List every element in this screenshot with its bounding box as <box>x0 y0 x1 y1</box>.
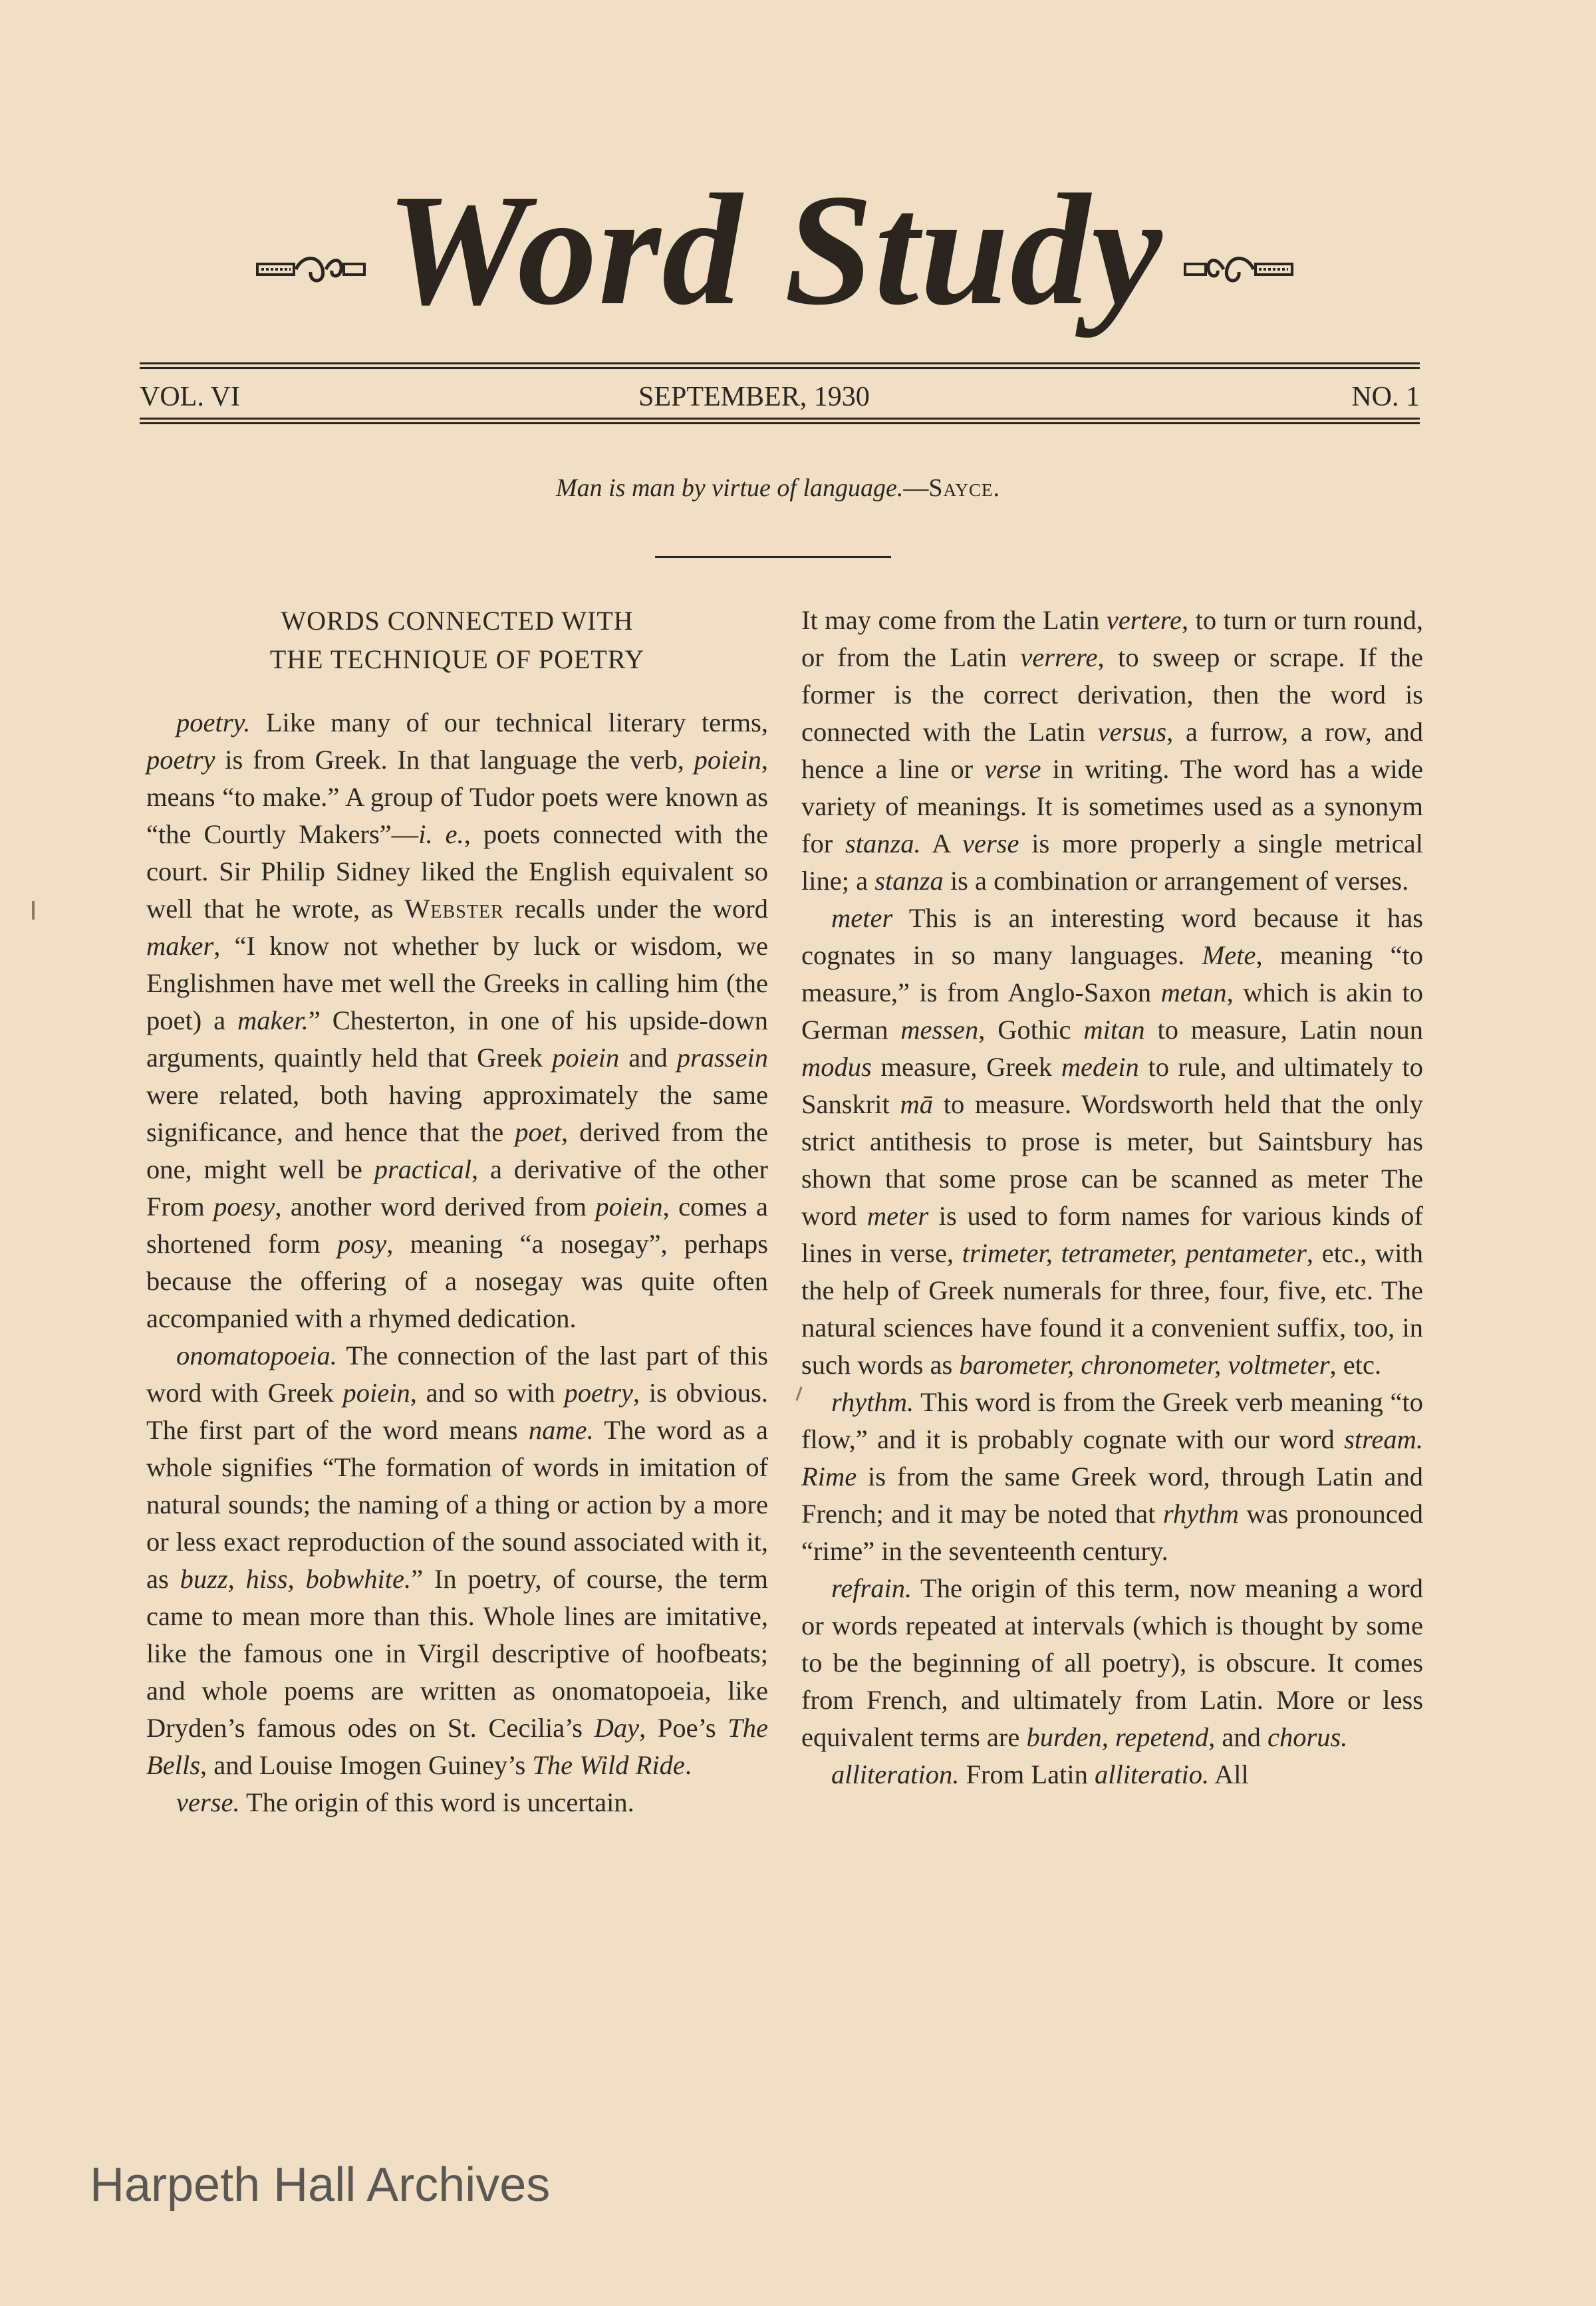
epigraph-quote: Man is man by virtue of language. <box>555 474 904 502</box>
issue-line <box>140 376 1420 416</box>
entry-refrain: refrain. The origin of this term, now meaning a word or words repeated at intervals (which is thought by some to be the beginning of all poetry), is obscure. It comes from French, and ultimately from Latin. More or less equivalent terms are burden, repetend, and chorus. <box>801 1573 1423 1752</box>
entry-term: poetry. <box>176 707 251 737</box>
scroll-ornament-icon <box>1184 249 1293 289</box>
issue-number: NO. 1 <box>1351 382 1420 412</box>
scroll-ornament-icon <box>256 249 366 289</box>
entry-alliteration: alliteration. From Latin alliteratio. All <box>831 1759 1249 1789</box>
entry-poetry: poetry. Like many of our technical literary terms, poetry is from Greek. In that language the verb, poiein, means “to make.” A group of Tudor poets were known as “the Courtly Makers”—i. e., poets connected with the court. Sir Philip Sidney liked the English equivalent so well that he wrote, as Webster recalls under the word maker, “I know not whether by luck or wisdom, we Englishmen have met well the Greeks in calling him (the poet) a maker.” Chesterton, in one of his upside-down arguments, quaintly held that Greek poiein and prassein were related, both having approximately the same significance, and hence that the poet, derived from the one, might well be practical, a derivative of the other From poesy, another word derived from poiein, comes a shortened form posy, meaning “a nosegay”, perhaps because the offering of a nosegay was quite often accompanied with a rhymed dedication. <box>146 707 769 1333</box>
epigraph <box>133 473 1423 503</box>
entry-term: alliteration. <box>831 1759 960 1789</box>
left-column <box>146 602 768 1821</box>
volume-label: VOL. VI <box>140 382 240 412</box>
entry-term: verse. <box>176 1787 240 1817</box>
entry-meter: meter This is an interesting word because it has cognates in so many languages. Mete, meaning “to measure,” is from Anglo-Saxon metan, which is akin to German messen, Gothic mitan to measure, Latin noun modus measure, Greek medein to rule, and ultimately to Sanskrit mā to measure. Wordsworth held that the only strict antithesis to prose is meter, but Saintsbury has shown that some prose can be scanned as meter The word meter is used to form names for various kinds of lines in verse, trimeter, tetrameter, pentameter, etc., with the help of Greek numerals for three, four, five, etc. The natural sciences have found it a convenient suffix, too, in such words as barometer, chronometer, voltmeter, etc. <box>801 903 1424 1380</box>
entry-onomatopoeia: onomatopoeia. The connection of the last part of this word with Greek poiein, and so with poetry, is obvious. The first part of the word means name. The word as a whole signifies “The formation of words in imitation of natural sounds; the naming of a thing or action by a more or less exact reproduction of the sound associated with it, as buzz, hiss, bobwhite.” In poetry, of course, the term came to mean more than this. Whole lines are imitative, like the famous one in Virgil descriptive of hoofbeats; and whole poems are written as onomatopoeia, like Dryden’s famous odes on St. Cecilia’s Day, Poe’s The Bells, and Louise Imogen Guiney’s The Wild Ride. <box>146 1341 768 1780</box>
entry-rhythm: rhythm. This word is from the Greek verb meaning “to flow,” and it is probably cognate with our word stream. Rime is from the same Greek word, through Latin and French; and it may be noted that rhythm was pronounced “rime” in the seventeenth century. <box>801 1387 1423 1566</box>
entry-verse-continued: It may come from the Latin vertere, to turn or turn round, or from the Latin verrere, to sweep or scrape. If the former is the correct derivation, then the word is connected with the Latin versus, a furrow, a row, and hence a line or verse in writing. The word has a wide variety of meanings. It is sometimes used as a synonym for stanza. A verse is more properly a single metrical line; a stanza is a combination or arrangement of verses. <box>801 605 1424 896</box>
entry-term: meter <box>831 903 893 933</box>
masthead-rule-top <box>140 362 1420 369</box>
entry-term: refrain. <box>831 1573 912 1603</box>
masthead <box>133 161 1416 338</box>
article-heading-line-2: THE TECHNIQUE OF POETRY <box>269 644 645 674</box>
archive-watermark: Harpeth Hall Archives <box>90 2158 551 2212</box>
masthead-rule-bottom <box>140 418 1420 424</box>
entry-term: rhythm. <box>831 1387 914 1417</box>
epigraph-dash: — <box>903 474 929 502</box>
article-heading-line-1: WORDS CONNECTED WITH <box>281 606 634 636</box>
issue-date: SEPTEMBER, 1930 <box>638 382 870 412</box>
entry-verse: verse. The origin of this word is uncertain. <box>176 1787 634 1817</box>
section-divider <box>655 556 891 558</box>
paper-mark <box>32 901 35 920</box>
entry-term: onomatopoeia. <box>176 1341 337 1370</box>
right-column <box>801 602 1423 1793</box>
masthead-title: Word Study <box>386 161 1164 338</box>
article-heading <box>146 602 768 679</box>
epigraph-author: Sayce. <box>928 474 1001 502</box>
